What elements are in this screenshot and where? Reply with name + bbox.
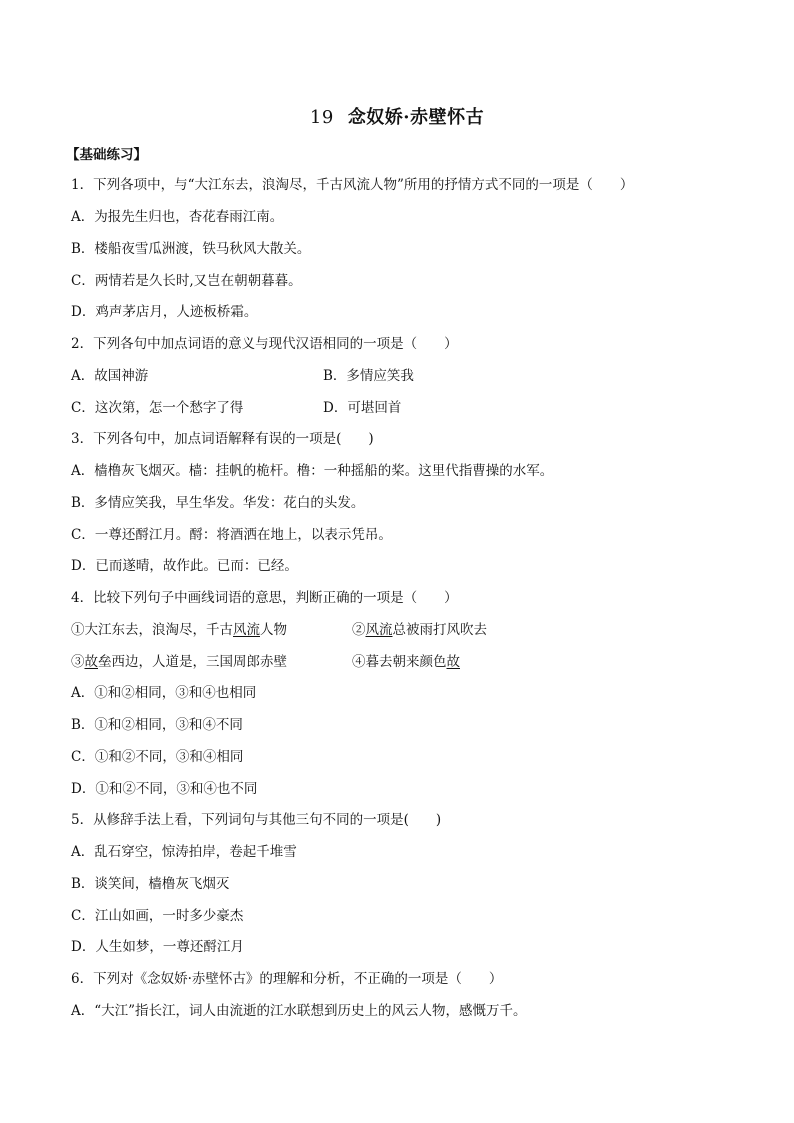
q1-option-d: D．鸡声茅店月，人迹板桥霜。: [71, 304, 258, 320]
q4-s1-underlined: 风流: [233, 622, 260, 638]
title-number: 19: [309, 107, 334, 128]
q3-option-b: B．多情应笑我，早生华发。华发：花白的头发。: [71, 495, 365, 511]
q4-s2-underlined: 风流: [365, 622, 393, 638]
q2-options-row-2: [71, 398, 671, 418]
q1-option-b: B．楼船夜雪瓜洲渡，铁马秋风大散关。: [71, 241, 311, 257]
q4-s2-text: ②: [352, 622, 366, 638]
q4-sentence-1: [71, 622, 287, 638]
q4-s4-underlined: 故: [446, 654, 460, 670]
q2-option-a: A．故国神游: [71, 368, 149, 384]
q4-sentence-3: [71, 654, 287, 670]
q3-option-c: C．一尊还酹江月。酹：将酒洒在地上，以表示凭吊。: [71, 527, 392, 543]
q4-option-a: A．①和②相同，③和④也相同: [71, 685, 257, 701]
q4-s3-text-end: 垒西边，人道是，三国周郎赤壁: [98, 654, 287, 670]
q4-option-c: C．①和②不同，③和④相同: [71, 749, 244, 765]
q2-option-b: B．多情应笑我: [323, 368, 414, 384]
q2-option-c: C．这次第，怎一个愁字了得: [71, 400, 244, 416]
section-heading: 【基础练习】: [66, 147, 147, 163]
q6-option-a: A．“大江”指长江，词人由流逝的江水联想到历史上的风云人物，感慨万千。: [71, 1003, 527, 1019]
q4-stem: 4．比较下列句子中画线词语的意思，判断正确的一项是（ ）: [71, 590, 458, 606]
q4-sentence-4: [352, 652, 460, 672]
page-title: [0, 103, 794, 129]
q4-s2-text-end: 总被雨打风吹去: [392, 622, 487, 638]
q4-s3-underlined: 故: [84, 654, 98, 670]
q5-option-a: A．乱石穿空，惊涛拍岸，卷起千堆雪: [71, 844, 297, 860]
q5-option-d: D．人生如梦，一尊还酹江月: [71, 939, 244, 955]
q2-options-row-1: [71, 366, 671, 386]
q5-stem: 5．从修辞手法上看，下列词句与其他三句不同的一项是( ): [71, 812, 442, 828]
q5-option-b: B．谈笑间，樯橹灰飞烟灭: [71, 876, 230, 892]
q3-stem: 3．下列各句中，加点词语解释有误的一项是( ): [71, 431, 374, 447]
q4-option-d: D．①和②不同，③和④也不同: [71, 781, 258, 797]
q4-s4-text: ④暮去朝来颜色: [352, 654, 447, 670]
q4-s3-text: ③: [71, 654, 85, 670]
q1-option-c: C．两情若是久长时,又岂在朝朝暮暮。: [71, 273, 302, 289]
q2-stem: 2．下列各句中加点词语的意义与现代汉语相同的一项是（ ）: [71, 336, 458, 352]
title-text: 念奴娇·赤壁怀古: [347, 107, 485, 128]
q4-sentence-2: [352, 620, 487, 640]
q4-s1-text: ①大江东去，浪淘尽，千古: [71, 622, 233, 638]
q4-s1-text-end: 人物: [260, 622, 287, 638]
q6-stem: 6．下列对《念奴娇·赤壁怀古》的理解和分析，不正确的一项是（ ）: [71, 971, 503, 987]
q4-option-b: B．①和②相同，③和④不同: [71, 717, 243, 733]
q4-sentences-row-1: [71, 620, 671, 640]
q3-option-a: A．樯橹灰飞烟灭。樯：挂帆的桅杆。橹：一种摇船的桨。这里代指曹操的水军。: [71, 463, 554, 479]
q1-stem: 1．下列各项中，与“大江东去，浪淘尽，千古风流人物”所用的抒情方式不同的一项是（ ）: [71, 177, 634, 193]
q3-option-d: D．已而遂晴，故作此。已而：已经。: [71, 558, 298, 574]
q2-option-d: D．可堪回首: [323, 400, 402, 416]
q4-sentences-row-2: [71, 652, 671, 672]
q1-option-a: A．为报先生归也，杏花春雨江南。: [71, 209, 284, 225]
q5-option-c: C．江山如画，一时多少豪杰: [71, 908, 244, 924]
